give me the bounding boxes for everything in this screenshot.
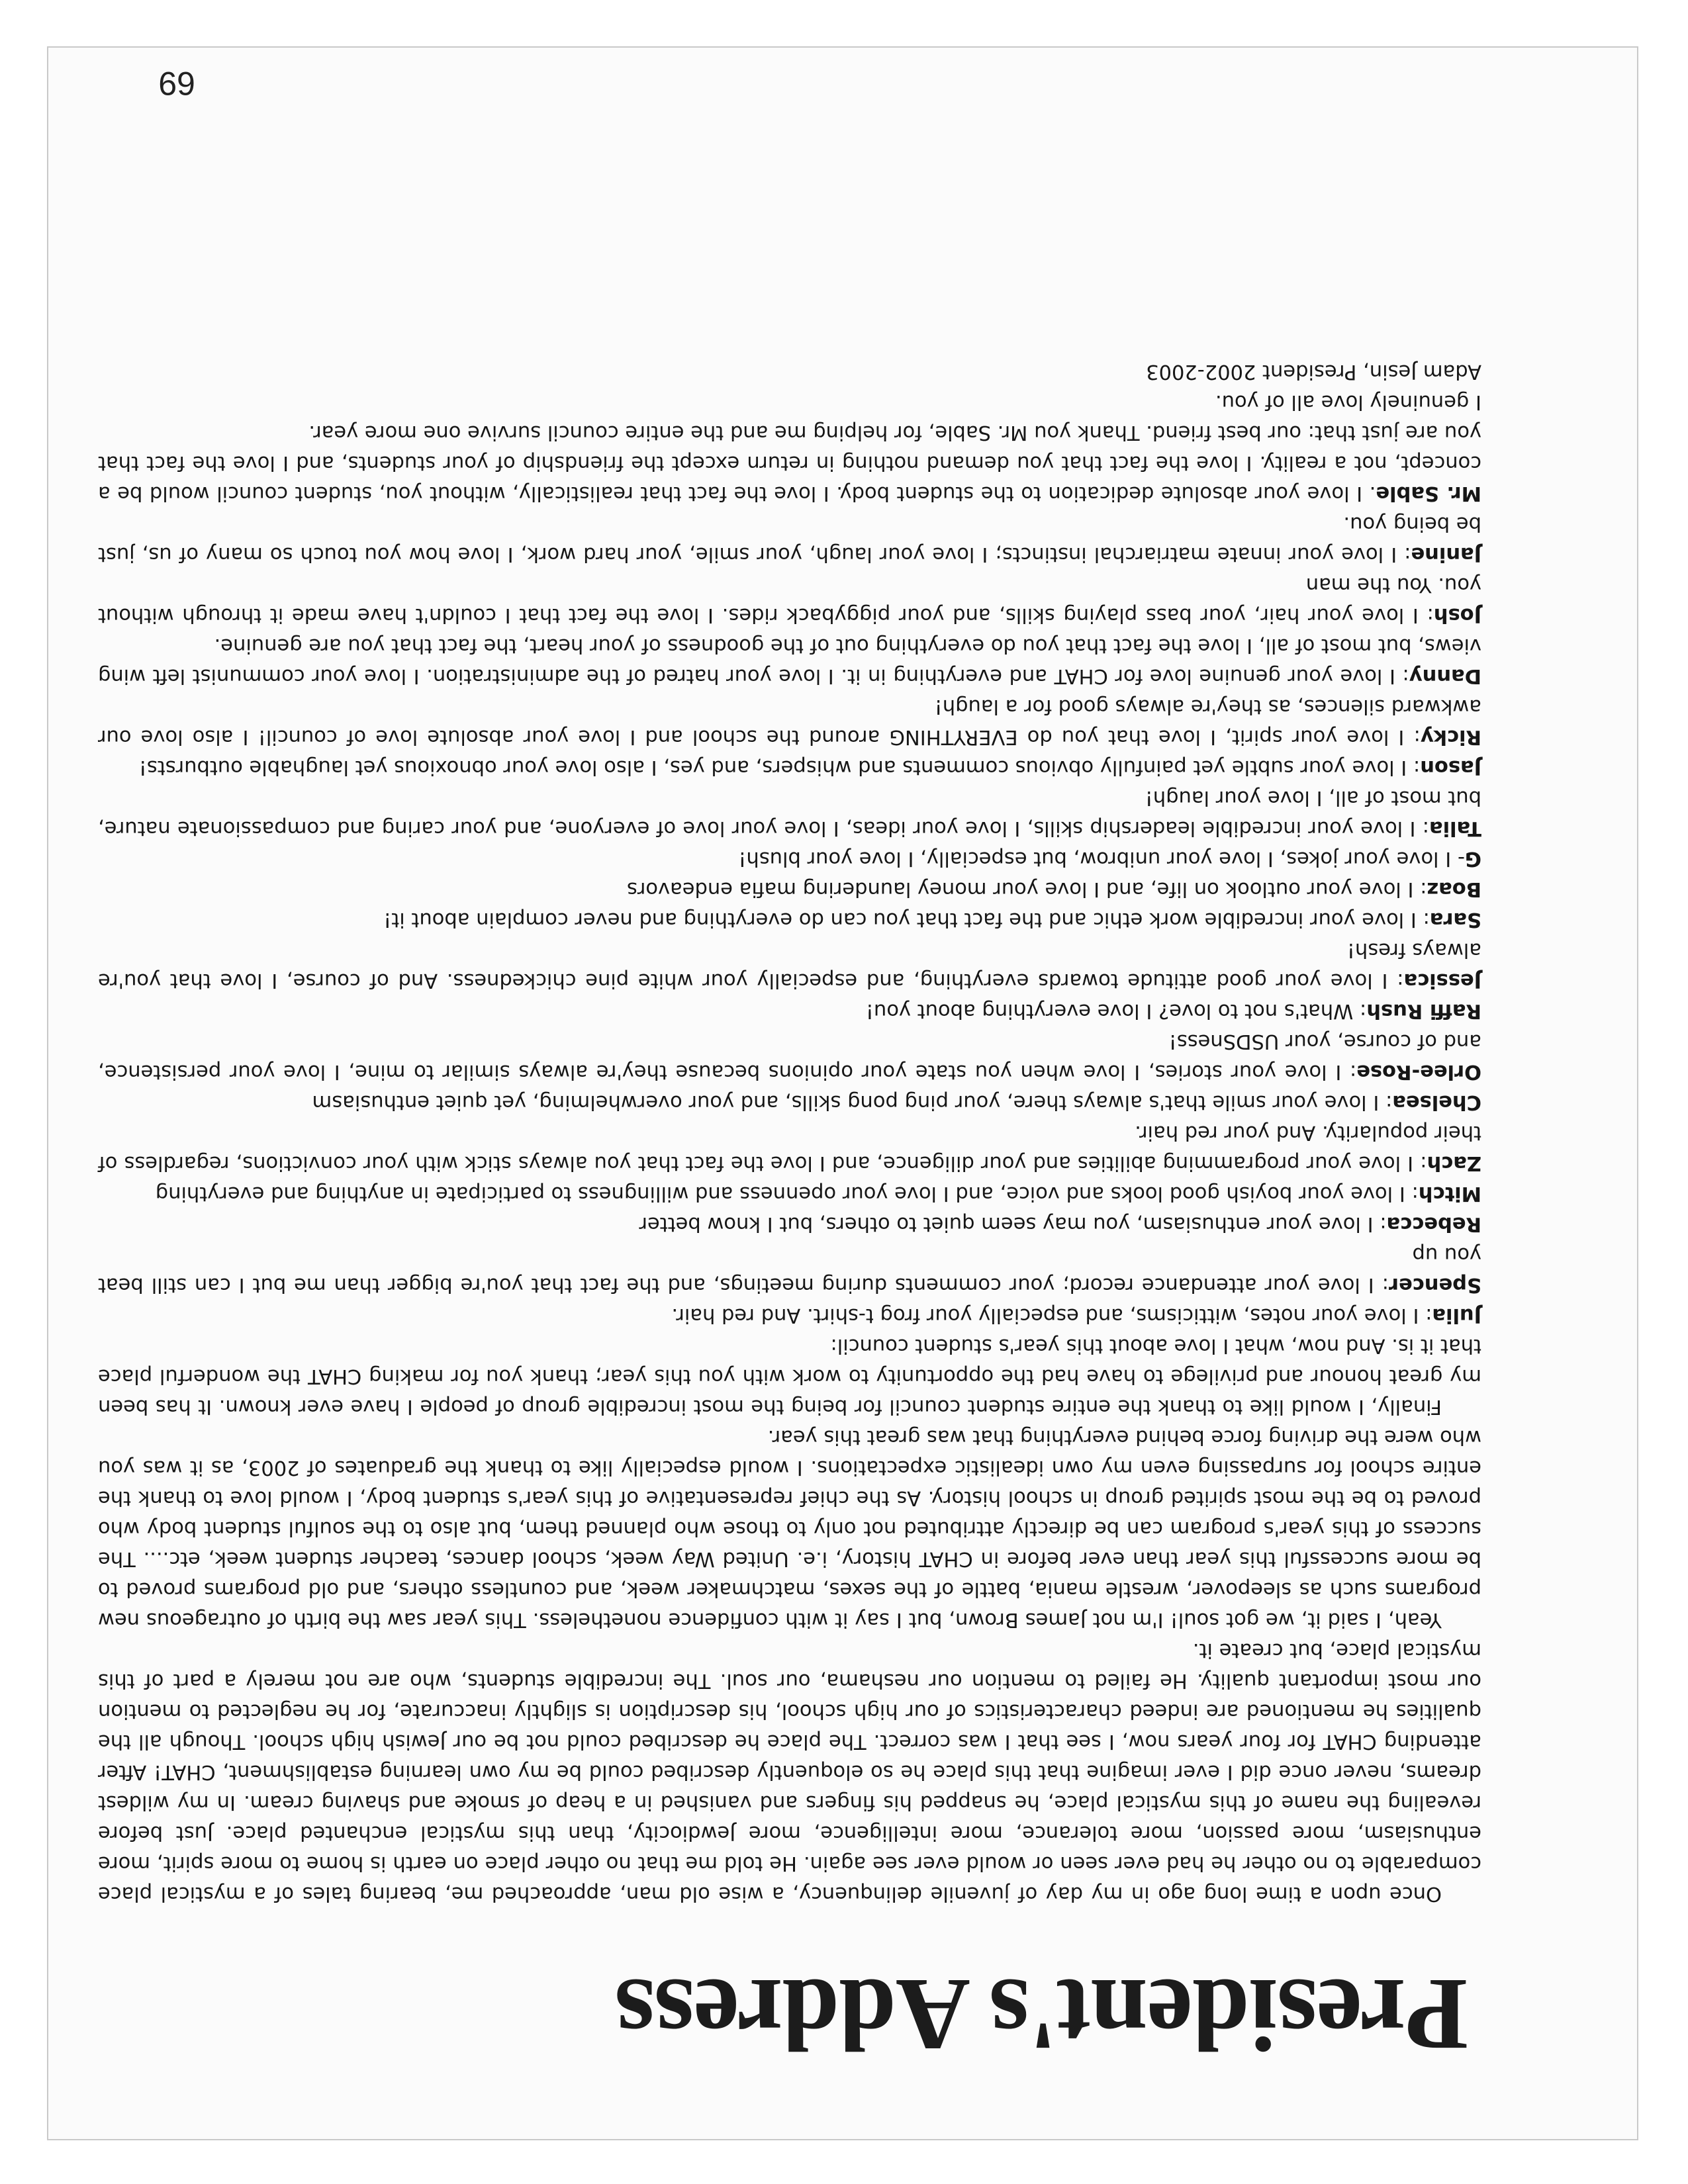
tribute-entry [98, 782, 1481, 843]
tribute-entry [98, 1117, 1481, 1178]
tribute-entry [98, 691, 1481, 752]
tribute-text: : I love your outlook on life, and I love your money laundering mafia endeavors [626, 878, 1427, 901]
thanks-paragraph: Finally, I would like to thank the entire student council for being the most incredible group of people I have ever known. It has been my great honour and privilege to have had the opportunity to work with you this year; thank you for making CHAT the wonderful place that it is. And now, what I love about this year's student council: [98, 1334, 1481, 1418]
tribute-name: Mitch [1418, 1182, 1481, 1205]
tribute-entry [98, 569, 1481, 630]
tribute-text: : I love your smile that's always there, your ping pong skills, and your overwhelming, yet quiet enthusiasm [312, 1091, 1393, 1114]
tribute-entry [98, 904, 1481, 934]
tribute-text: : I love your hair, your bass playing skills, and your piggyback rides. I love the fact that I couldn't have made it through without you. You the man [98, 573, 1481, 627]
tribute-name: Orlee-Rose [1356, 1060, 1481, 1083]
tribute-name: Chelsea [1392, 1091, 1481, 1114]
tribute-name: Boaz [1427, 878, 1481, 901]
tribute-entry [98, 752, 1481, 782]
tribute-text: . I love your absolute dedication to the student body. I love the fact that realistically, without you, student council would be a concept, not a reality. I love the fact that you demand nothing in return except the friendship of your students, and I love the fact that you are just that: our best friend. Thank you Mr. Sable, for helping me and the entire council survive one more year. [98, 421, 1481, 505]
tribute-entry [98, 934, 1481, 995]
tribute-entry [98, 1239, 1481, 1300]
page-number: 69 [158, 65, 195, 102]
tribute-text: : I love your attendance record; your comments during meetings, and the fact that you're bigger than me but I can still beat you up [98, 1243, 1481, 1297]
tribute-name: Josh [1433, 604, 1481, 627]
tribute-text: : I love your incredible leadership skills, I love your ideas, I love your love of everyone, and your caring and compassionate nature, but most of all, I love your laugh! [98, 786, 1481, 840]
tribute-entry [98, 630, 1481, 691]
tribute-text: : I love your incredible work ethic and the fact that you can do everything and never complain about it! [383, 908, 1430, 931]
tribute-name: Zach [1427, 1152, 1481, 1175]
signature: Adam Jesin, President 2002-2003 [1146, 360, 1481, 383]
tribute-name: Jason [1420, 756, 1481, 779]
intro-paragraph: Once upon a time long ago in my day of juvenile delinquency, a wise old man, approached me, bearing tales of a mystical place comparable to no other he had ever seen or would ever see again. He told me that no other place on earth is home to more spirit, more enthusiasm, more passion, more tolerance, more intelligence, more Jewdiocity, than this mystical enchanted place. Just before revealing the name of this mystical place, he snapped his fingers and vanished in a heap of smoke and shaving cream. In my wildest dreams, never once did I ever imagine that this place he so eloquently described could be my own learning establishment, CHAT! After attending CHAT for four years now, I see that I was correct. The place he described could not be our Jewish high school. Though all the qualities he mentioned are indeed characteristics of our high school, his description is slightly inaccurate, for he neglected to mention our most important quality. He failed to mention our neshama, our soul. The incredible students, who are not merely a part of this mystical place, but create it. [98, 1639, 1481, 1905]
spirit-paragraph: Yeah, I said it, we got soul! I'm not James Brown, but I say it with confidence nonetheless. This year saw the birth of outrageous new programs such as sleepover, wrestle mania, battle of the sexes, matchmaker week, and countless others, and old programs proved to be more successful this year than ever before in CHAT history, i.e. United Way week, school dances, teacher student week, etc.... The success of this year's program can be directly attributed not only to those who planned them, but also to the soulful student body who proved to be the most spirited group in school history. As the chief representative of this year's student body, I would love to thank the entire school for surpassing even my own idealistic expectations. I would especially like to thank the graduates of 2003, as it was you who were the driving force behind everything that was great this year. [98, 1426, 1481, 1631]
tribute-entry [98, 1026, 1481, 1087]
tribute-name: Sara [1429, 908, 1481, 931]
tribute-name: Rebecca [1386, 1212, 1481, 1236]
tribute-text: : I love your innate matriarchal instincts; I love your laugh, your smile, your hard work, I love how you touch so many of us, just be being you. [98, 512, 1481, 566]
tribute-name: Ricky [1420, 725, 1481, 749]
tribute-text: : I love your notes, witticisms, and especially your frog t-shirt. And red hair. [671, 1304, 1432, 1327]
tribute-text: : I love your genuine love for CHAT and everything in it. I love your hatred of the administration. I love your communist left wing views, but most of all, I love the fact that you do everything out of the goodness of your heart, the fact that you are genuine. [98, 634, 1481, 688]
closing-line: I genuinely love all of you. [1215, 390, 1481, 414]
tribute-name: Mr. Sable [1376, 482, 1481, 505]
tribute-text: : I love your subtle yet painfully obvious comments and whispers, and yes, I also love your obnoxious yet laughable outbursts! [138, 756, 1421, 779]
address-body [98, 356, 1481, 1909]
tribute-name: Talia [1429, 817, 1481, 840]
tribute-text: : I love your good attitude towards everything, and especially your white pine chickedness. And of course, I love that you're always fresh! [98, 938, 1481, 992]
tribute-text: : I love your boyish good looks and voice, and I love your openness and willingness to participate in anything and everything [155, 1182, 1419, 1205]
page-title: President's Address [615, 1958, 1468, 2072]
tribute-entry [98, 1208, 1481, 1239]
tribute-name: Danny [1409, 664, 1481, 688]
tribute-text: : I love your spirit, I love that you do EVERYTHING around the school and I love your absolute love of council! I also love our awkward silences, as they're always good for a laugh! [98, 695, 1481, 749]
tribute-name: Spencer [1388, 1273, 1481, 1297]
tribute-name: Jessica [1403, 969, 1481, 992]
tribute-entry [98, 508, 1481, 569]
yearbook-page-sheet [47, 46, 1638, 2140]
tribute-entry [98, 417, 1481, 508]
tribute-entry [98, 843, 1481, 874]
tribute-name: Raffi Rush [1366, 999, 1481, 1023]
tribute-entry [98, 1300, 1481, 1330]
tribute-entry [98, 1087, 1481, 1117]
council-tribute-list [98, 417, 1481, 1330]
tribute-text: : I love your stories, I love when you state your opinions because they're always similar to mine, I love your persistence, and of course, your USDSness! [98, 1030, 1481, 1083]
tribute-text: : I love your programming abilities and your diligence, and I love the fact that you always stick with your convictions, regardless of their popularity. And your red hair. [98, 1121, 1481, 1175]
tribute-text: : I love your enthusiasm, you may seem quiet to others, but I know better [639, 1212, 1387, 1236]
tribute-entry [98, 1178, 1481, 1208]
tribute-entry [98, 874, 1481, 904]
tribute-name: G [1464, 847, 1481, 870]
tribute-text: : What's not to love? I love everything about you! [865, 999, 1367, 1023]
tribute-name: Janine [1411, 543, 1481, 566]
tribute-name: Julia [1432, 1304, 1481, 1327]
tribute-entry [98, 995, 1481, 1026]
tribute-text: - I love your jokes, I love your unibrow, but especially, I love your blush! [738, 847, 1465, 870]
